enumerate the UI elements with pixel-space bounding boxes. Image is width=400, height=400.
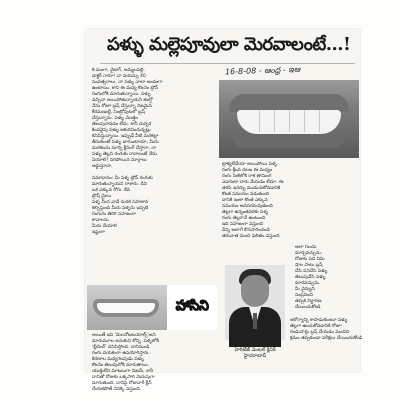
text-line: మరకలను మార్చి క్లీనింగ్ చేస్తారా, నా (92, 146, 157, 151)
tooth-gap (259, 110, 260, 132)
banner-title-text: హాసిని (175, 298, 209, 314)
column-right (295, 245, 357, 313)
text-line: మారుమూల అనుకుని కోన్ని. పళ్ళలోకి (92, 339, 159, 344)
text-line: తెల్లగా ఉంచుకోవడానికి రోజూ (290, 324, 342, 329)
text-line: అర్థుస్తూనా. (92, 164, 113, 169)
handwritten-date: 16-8-08 - ఆంధ్ర - ఇఆ (224, 64, 301, 77)
text-line: నేను రోజూ బ్రష్ చేస్తున్నా నిజమైన (92, 104, 152, 109)
text-line: చేసి పనిచేసి పళ్ళు (295, 269, 328, 274)
text-line: తప్పక నిర్ధారణ (295, 299, 322, 304)
text-line: రంగు క్రీంవ దలబ ఈ మధ్యం (222, 168, 273, 173)
text-line: మీ వైద్యుని (295, 287, 315, 292)
text-line: దానితో రోజుకు ఒక్కసారి మెరుపుగా (92, 375, 155, 380)
text-line: బ్రౌష్ మైలు (92, 194, 112, 199)
tooth-gap (304, 110, 305, 132)
text-line: తెలుపురావడం లేదు. కానీ దుర్భర (92, 122, 152, 127)
text-line: కిరణాల మధ్యగలపుడు పళ్ళు (92, 357, 144, 362)
text-line: అలా గుందు (295, 245, 317, 250)
text-line: షాల పాటు బ్రష్ (295, 263, 323, 268)
text-line: కల్పిస్తుంది మీరు పళ్ళను ఇప్పటి (92, 206, 149, 211)
text-line: కె.మంగా, వైజాగ్, అమ్మలపల్లి. (92, 68, 145, 73)
text-line: పళ్ళు తెల్లని రంగుకు రావాలంటే నేను (92, 152, 157, 157)
banner-title (167, 285, 217, 330)
text-line: ఒక ఎక్కువ రోగు. కేవ (92, 188, 130, 193)
text-line: దానికి ఇంకా కొంత ఎక్కువ (222, 198, 268, 203)
text-line: ఇది సహజంగా వస్తుంది (222, 222, 263, 227)
author-face (241, 275, 269, 307)
text-line: రంగును తిరిగి సహజంగా (92, 212, 136, 217)
text-line: వచ్చినా అయిపోతున్నాయని జింగ్తో (92, 98, 153, 103)
text-line: తరువాత మంచి ఫలితం వస్తుంది (222, 234, 280, 239)
text-line: కిందవైపు పళ్ళు ఆకురివిందున్నట్లు (92, 128, 151, 133)
text-line: మారుతుంది. దానిపై రోజువారీ క్లీన్ (92, 381, 152, 386)
text-line: క్రమం తప్పకుండా పరీక్షలు చేయించుకోండి (290, 336, 363, 341)
author-name: డా. ఓ. నాగేశ్వరరావు (234, 340, 276, 346)
author-caption (222, 340, 288, 360)
text-line: రోజుకు పది నిమి (295, 257, 325, 262)
text-line: అయితే ఇవి 'మెలనోటటయాల్స్'అని (92, 333, 156, 338)
tooth-gap (319, 110, 320, 132)
text-line: సమయం అవసరమవుతుంది (222, 204, 273, 209)
text-line: చేయకపోతే వెనక్కి వస్తుంది. (92, 387, 142, 392)
text-line: కనిపిస్తున్నాయి. ఇప్పుడే వీటి మరకల్లా (92, 134, 159, 139)
text-line: ఇష్టంగా (92, 230, 106, 235)
text-line: రంగు తెల్లగానే ఉంటుంది (222, 216, 266, 221)
text-line: ట్రాక్యలేచేయా అయిపోయి పళ్ళ (222, 162, 277, 167)
text-line: రంగు సిఱిలోకి రాక తామింగ (222, 174, 272, 179)
text-line: యుక్తులేని మాటలుగా నిజమే, కానీ (92, 369, 154, 374)
text-line: తెల్లగా ఉన్నంతవరకు పళ్ళ (222, 210, 269, 215)
text-line: ఆరోగ్యాన్ని కాపాడుకుంటూ పళ్ళు (290, 318, 348, 323)
author-city: హైదరాబాద్ (243, 353, 267, 359)
text-line: సమాధానం: మీ పళ్ళ బ్రౌన్ రంగుకు (92, 176, 153, 181)
text-line: సంవత్సరాలు. నా పళ్ళు చాలా అందంగా (92, 80, 163, 85)
text-line: చేస్తున్నాను. పళ్ళు మొత్తం (92, 116, 138, 121)
column-left (92, 68, 212, 170)
text-line: మీరు చేయాలి (92, 224, 117, 229)
text-line: కావాలను (92, 218, 109, 223)
author-photo (225, 265, 285, 340)
headline-rule (100, 63, 355, 64)
headline-text: పళ్ళు మల్లెపూవులా మెరవాలంటే...! (107, 34, 351, 55)
text-line: కొంచెం తెలుపులోకి మారుతాయి. (92, 363, 150, 368)
lower-lip (233, 134, 345, 148)
text-line: తెలుపువేసి పళ్ళు (295, 275, 326, 280)
tooth-gap (274, 110, 275, 132)
text-line: మారుతున్నాయని రాశారు. దీని (92, 182, 147, 187)
text-line: కేరమణుల్లే, సెంట్రోపుటలో బ్రష్ (92, 110, 145, 115)
text-line: తీసుకుంటే పళ్ళు బాగుంటాయా, మీరు (92, 140, 159, 145)
text-line: డాక్టర్ గారూ! నా వయస్సు 40 (92, 74, 146, 79)
text-line: ఏయాలి? సరిపోయిన మార్గాలు (92, 158, 147, 163)
text-line: పళ్ళ మీద వాడే మరక సహజాన (92, 200, 149, 205)
column-middle (222, 162, 357, 242)
author-clinic: హెరిటేజ్ డెంటల్ క్లినిక్ (234, 346, 276, 353)
headline (107, 30, 362, 60)
text-line: కొంత సమయం పడుతుంది (222, 192, 270, 197)
text-line: 'బ్లీచింగ్' దనిపిస్తోంది. దానినుండి (92, 345, 150, 350)
column-banner (87, 285, 217, 330)
column-left-lower (92, 176, 212, 238)
tooth-gap (289, 110, 290, 132)
text-line: రంగు దయకంగా ఉపయోగిస్తారు. (92, 351, 150, 356)
text-line: మార్చవచ్చును. (295, 251, 323, 256)
text-line: సంప్రదించి (295, 293, 313, 298)
column-bottom-right (290, 318, 363, 370)
text-line: మారవచ్చును. (295, 281, 321, 286)
text-line: తరపి ఇనర్బు ముడుచుకోవడానికి (222, 186, 281, 191)
author-tie (253, 313, 257, 329)
text-line: ఉంటాయి. కాని ఈ మధ్య కొంచెం బ్రౌన్ (92, 86, 159, 91)
banner-teeth (97, 303, 155, 313)
smile-photo (219, 80, 359, 158)
column-bottom (92, 333, 220, 392)
text-line: దీన్ని అలాగే కొనసాగించండి (222, 228, 270, 233)
text-line: చేయించుకోండి (295, 305, 321, 310)
text-line: రంగులోకి మారుతున్నాయి. పళ్ళు (92, 92, 151, 97)
text-line: ఎడాపెటా దారు వేయడం లేదూ. ఈ (222, 180, 284, 185)
text-line: రెండుసార్లు బ్రష్ చేయడం మంచిది (290, 330, 350, 335)
banner-smile-photo (87, 285, 167, 330)
